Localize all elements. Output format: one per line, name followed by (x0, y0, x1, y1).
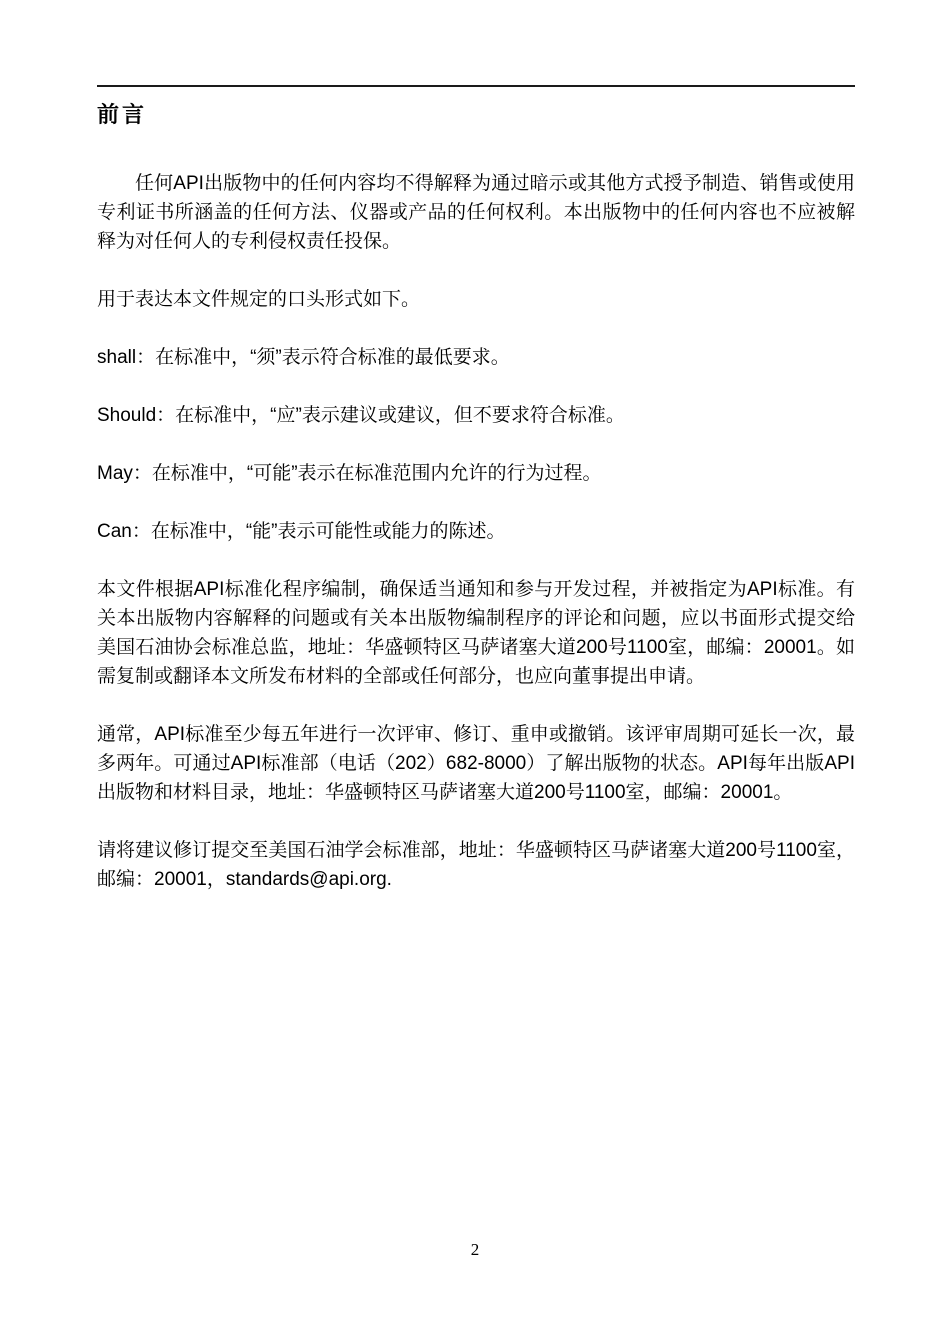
page-content (97, 0, 855, 923)
header-rule (97, 85, 855, 87)
paragraph-should-definition: Should：在标准中，“应”表示建议或建议，但不要求符合标准。 (97, 405, 625, 426)
paragraph-can-definition: Can：在标准中，“能”表示可能性或能力的陈述。 (97, 521, 506, 542)
paragraph-standardization-procedure: 本文件根据API标准化程序编制，确保适当通知和参与开发过程，并被指定为API标准。有关本出版物内容解释的问题或有关本出版物编制程序的评论和问题，应以书面形式提交给美国石油协会标准总监，地址：华盛顿特区马萨诸塞大道200号1100室，邮编：20001。如需复制或翻译本文所发布材料的全部或任何部分，也应向董事提出申请。 (97, 579, 855, 687)
page-number: 2 (470, 1240, 480, 1259)
paragraph-revision-submission: 请将建议修订提交至美国石油学会标准部，地址：华盛顿特区马萨诸塞大道200号1100室，邮编：20001，standards@api.org. (97, 840, 855, 890)
paragraph-review-cycle: 通常，API标准至少每五年进行一次评审、修订、重申或撤销。该评审周期可延长一次，最多两年。可通过API标准部（电话（202）682-8000）了解出版物的状态。API每年出版API出版物和材料目录，地址：华盛顿特区马萨诸塞大道200号1100室，邮编：20001。 (97, 724, 855, 803)
paragraph-patent-disclaimer: 任何API出版物中的任何内容均不得解释为通过暗示或其他方式授予制造、销售或使用专利证书所涵盖的任何方法、仪器或产品的任何权利。本出版物中的任何内容也不应被解释为对任何人的专利侵权责任投保。 (97, 173, 855, 252)
paragraph-verbal-forms-intro: 用于表达本文件规定的口头形式如下。 (97, 289, 421, 310)
section-heading: 前言 (97, 102, 148, 127)
paragraph-shall-definition: shall：在标准中，“须”表示符合标准的最低要求。 (97, 347, 510, 368)
paragraph-may-definition: May：在标准中，“可能”表示在标准范围内允许的行为过程。 (97, 463, 602, 484)
